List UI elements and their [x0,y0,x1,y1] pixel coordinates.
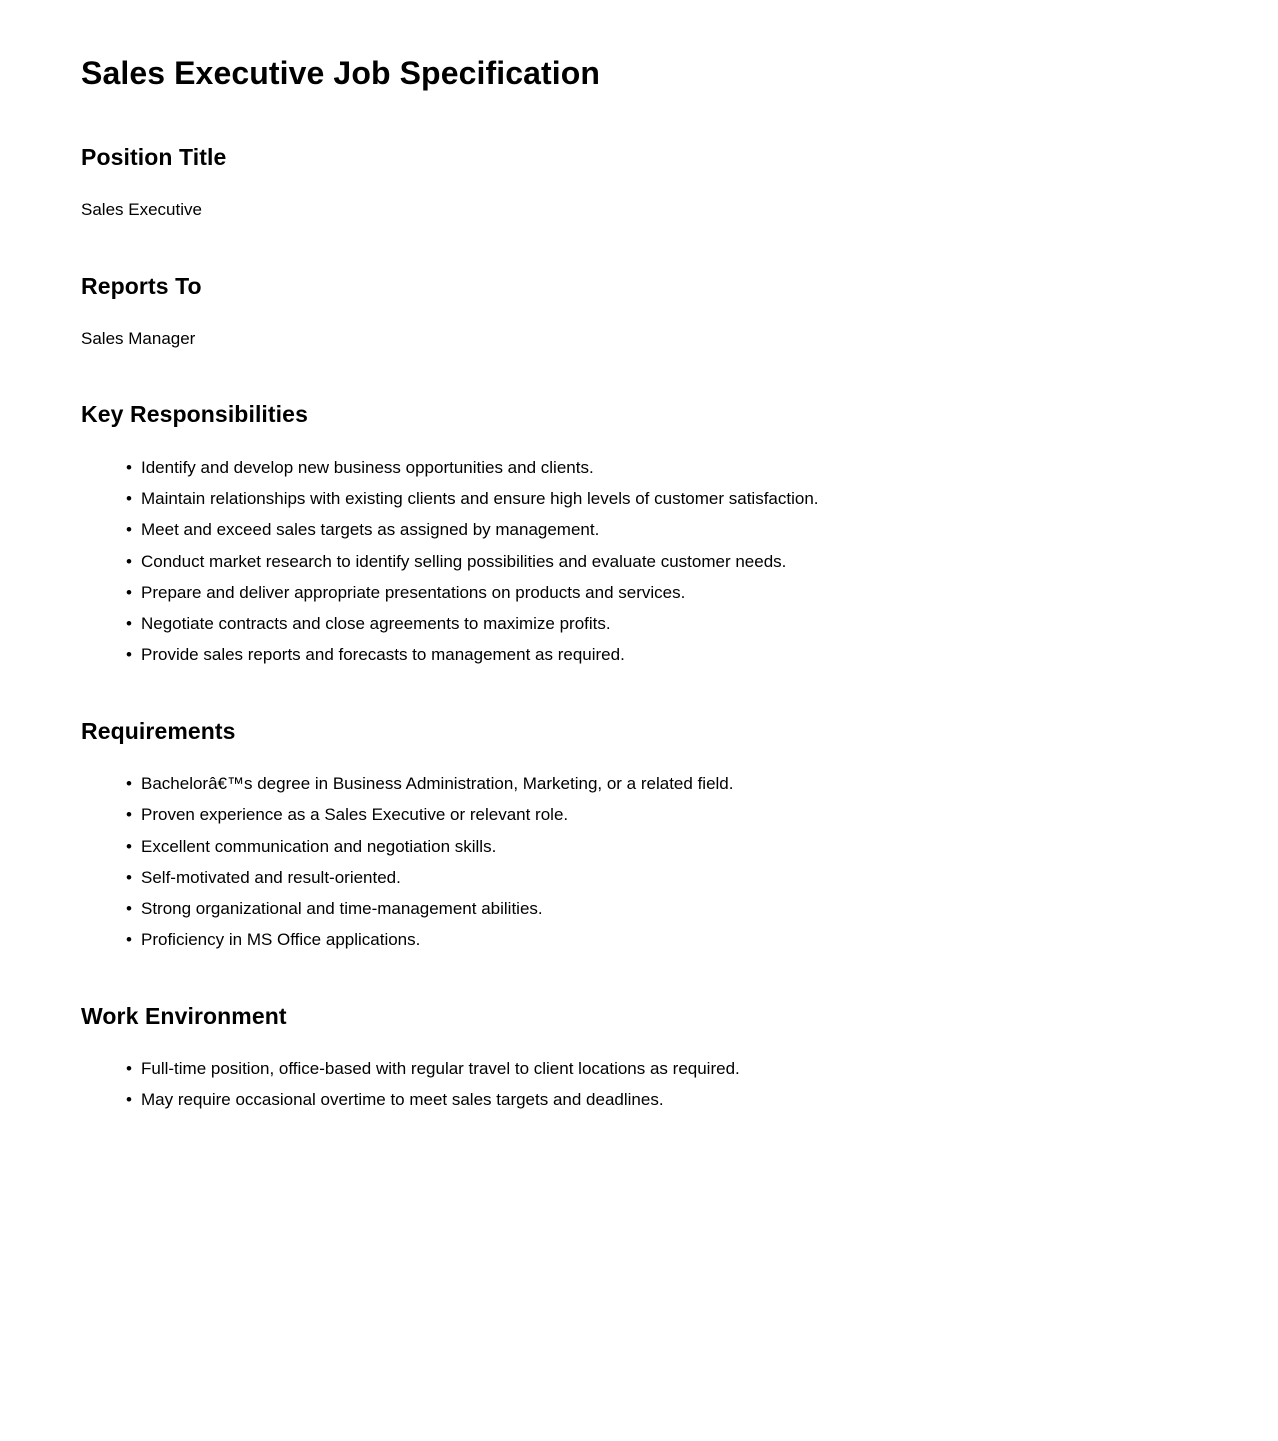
list-item: • Strong organizational and time-management abilities. [141,898,1198,919]
section-heading-key-responsibilities: Key Responsibilities [81,401,308,428]
list-item: • Conduct market research to identify selling possibilities and evaluate customer needs. [141,551,1198,572]
list-item: • Proficiency in MS Office applications. [141,929,1198,950]
section-text-reports-to: Sales Manager [81,329,196,349]
section-heading-work-environment: Work Environment [81,1002,287,1029]
page-bottom-whitespace [81,1121,1198,1441]
list-item: • Excellent communication and negotiation skills. [141,836,1198,857]
section-heading-reports-to: Reports To [81,272,202,299]
list-item: • Maintain relationships with existing clients and ensure high levels of customer satisfaction. [141,488,1198,509]
section-reports-to [81,273,1198,350]
section-heading-position-title: Position Title [81,143,227,170]
list-item: • Self-motivated and result-oriented. [141,867,1198,888]
list-item: • Provide sales reports and forecasts to management as required. [141,644,1198,665]
list-requirements [81,773,1198,951]
page-title: Sales Executive Job Specification [81,55,601,91]
list-item: • Full-time position, office-based with regular travel to client locations as required. [141,1058,1198,1079]
section-heading-requirements: Requirements [81,717,236,744]
list-item: • Meet and exceed sales targets as assigned by management. [141,519,1198,540]
list-item: • Bachelorâ€™s degree in Business Administration, Marketing, or a related field. [141,773,1198,794]
section-key-responsibilities [81,401,1198,665]
list-item: • Proven experience as a Sales Executive or relevant role. [141,804,1198,825]
list-item: • Negotiate contracts and close agreements to maximize profits. [141,613,1198,634]
list-item: • Prepare and deliver appropriate presentations on products and services. [141,582,1198,603]
list-item: • May require occasional overtime to meet sales targets and deadlines. [141,1089,1198,1110]
section-position-title [81,144,1198,221]
section-requirements [81,718,1198,951]
section-text-position-title: Sales Executive [81,200,202,220]
list-work-environment [81,1058,1198,1111]
list-item: • Identify and develop new business opportunities and clients. [141,457,1198,478]
list-key-responsibilities [81,457,1198,666]
section-work-environment [81,1003,1198,1111]
